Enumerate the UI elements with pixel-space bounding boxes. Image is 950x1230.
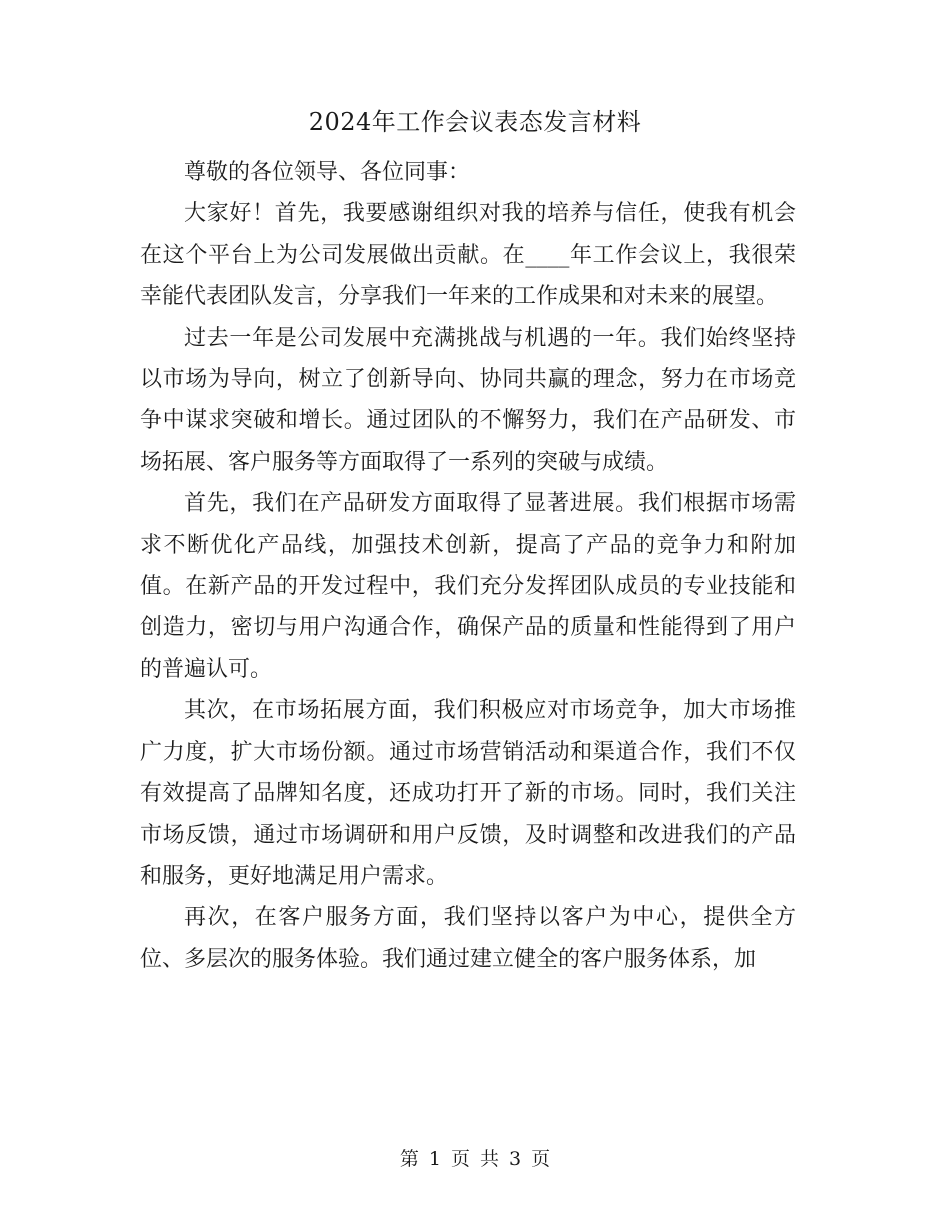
greeting-paragraph: 尊敬的各位领导、各位同事： bbox=[184, 160, 471, 185]
document-body bbox=[140, 152, 796, 980]
page-footer: 第 1 页 共 3 页 bbox=[399, 1148, 551, 1170]
body-paragraph: 再次，在客户服务方面，我们坚持以客户为中心，提供全方位、多层次的服务体验。我们通过建立健全的客户服务体系，加 bbox=[140, 905, 796, 972]
body-paragraph: 过去一年是公司发展中充满挑战与机遇的一年。我们始终坚持以市场为导向，树立了创新导向、协同共赢的理念，努力在市场竞争中谋求突破和增长。通过团队的不懈努力，我们在产品研发、市场拓展、客户服务等方面取得了一系列的突破与成绩。 bbox=[140, 325, 796, 475]
body-paragraph: 首先，我们在产品研发方面取得了显著进展。我们根据市场需求不断优化产品线，加强技术创新，提高了产品的竞争力和附加值。在新产品的开发过程中，我们充分发挥团队成员的专业技能和创造力，密切与用户沟通合作，确保产品的质量和性能得到了用户的普遍认可。 bbox=[140, 491, 796, 682]
page-title: 2024年工作会议表态发言材料 bbox=[308, 108, 642, 136]
body-paragraph: 大家好！首先，我要感谢组织对我的培养与信任，使我有机会在这个平台上为公司发展做出贡献。在____年工作会议上，我很荣幸能代表团队发言，分享我们一年来的工作成果和对未来的展望。 bbox=[140, 201, 796, 310]
body-paragraph: 其次，在市场拓展方面，我们积极应对市场竞争，加大市场推广力度，扩大市场份额。通过市场营销活动和渠道合作，我们不仅有效提高了品牌知名度，还成功打开了新的市场。同时，我们关注市场反馈，通过市场调研和用户反馈，及时调整和改进我们的产品和服务，更好地满足用户需求。 bbox=[140, 698, 796, 889]
